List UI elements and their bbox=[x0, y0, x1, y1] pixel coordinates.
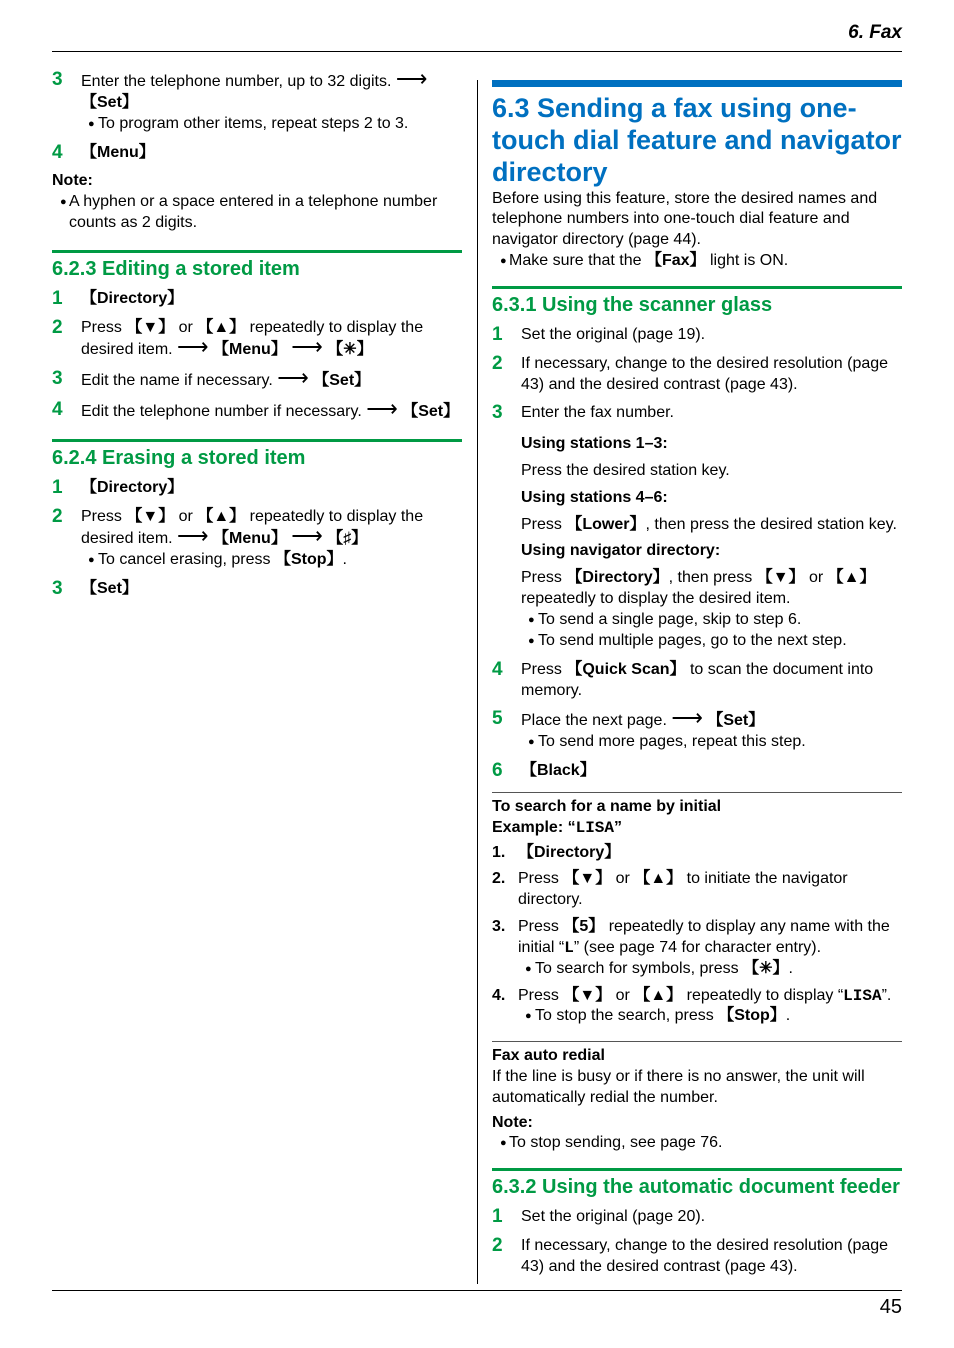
up-key: 【▲】 bbox=[197, 318, 246, 336]
note-text: A hyphen or a space entered in a telephone number counts as 2 digits. bbox=[69, 193, 438, 231]
menu-key: 【Menu】 bbox=[213, 530, 287, 548]
star-key: 【✳】 bbox=[743, 959, 789, 977]
edit-step-3: 3 Edit the name if necessary. ⟶ 【Set】 bbox=[52, 365, 371, 391]
step-number: 2 bbox=[52, 505, 63, 527]
step-number: 3 bbox=[52, 69, 63, 90]
set-key: 【Set】 bbox=[81, 93, 138, 111]
header-rule bbox=[52, 51, 902, 52]
up-key: 【▲】 bbox=[634, 870, 683, 888]
adf-step-2: 2 If necessary, change to the desired resolution (page 43) and the desired contrast (page 43). bbox=[492, 1236, 902, 1278]
scan-step-5: 5 Place the next page. ⟶ 【Set】 ● To send more pages, repeat this step. bbox=[492, 709, 902, 753]
lower-key: 【Lower】 bbox=[566, 515, 646, 533]
down-key: 【▼】 bbox=[126, 507, 175, 525]
down-key: 【▼】 bbox=[563, 986, 612, 1004]
arrow-icon: ⟶ bbox=[366, 395, 398, 421]
right-column bbox=[492, 80, 902, 1286]
section-title-scanner: 6.3.1 Using the scanner glass bbox=[492, 286, 902, 317]
section-title-editing: 6.2.3 Editing a stored item bbox=[52, 250, 462, 281]
five-key: 【5】 bbox=[563, 917, 605, 935]
search-block bbox=[492, 792, 902, 1027]
bullet-icon: ● bbox=[500, 254, 507, 267]
navigator-heading: Using navigator directory: bbox=[521, 542, 721, 560]
up-key: 【▲】 bbox=[634, 986, 683, 1004]
bullet-item: ● Make sure that the 【Fax】 light is ON. bbox=[492, 251, 902, 272]
note-block bbox=[52, 171, 462, 233]
bullet-icon: ● bbox=[88, 117, 95, 130]
step-number: 2 bbox=[52, 316, 63, 338]
quick-scan-key: 【Quick Scan】 bbox=[566, 660, 686, 678]
up-key: 【▲】 bbox=[827, 569, 876, 587]
step-number: 2 bbox=[492, 352, 503, 374]
bullet-icon: ● bbox=[525, 962, 532, 975]
directory-key: 【Directory】 bbox=[566, 569, 669, 587]
bullet-item: ● To send a single page, skip to step 6. bbox=[521, 610, 902, 631]
bullet-item: ● To send more pages, repeat this step. bbox=[521, 732, 902, 753]
up-key: 【▲】 bbox=[197, 507, 246, 525]
bullet-item bbox=[52, 192, 462, 234]
section-title-erasing: 6.2.4 Erasing a stored item bbox=[52, 439, 462, 470]
bullet-item: ● To stop the search, press 【Stop】. bbox=[518, 1006, 902, 1027]
arrow-icon: ⟶ bbox=[291, 334, 323, 360]
intro-text: Before using this feature, store the desired names and telephone numbers into one-touch dial feature and navigator directory (page 44). bbox=[492, 189, 878, 249]
scan-step-1: 1 Set the original (page 19). bbox=[492, 323, 706, 345]
step-number: 1 bbox=[52, 287, 63, 309]
bullet-item: ● To send multiple pages, go to the next step. bbox=[521, 631, 902, 652]
edit-step-1 bbox=[52, 289, 462, 310]
redial-heading: Fax auto redial bbox=[492, 1047, 605, 1065]
search-step-4: 4. Press 【▼】 or 【▲】 repeatedly to display “LISA”. ● To stop the search, press 【Stop】. bbox=[492, 986, 902, 1028]
arrow-icon: ⟶ bbox=[291, 523, 323, 549]
redial-block bbox=[492, 1041, 902, 1154]
set-key: 【Set】 bbox=[707, 712, 765, 730]
column-divider bbox=[477, 80, 478, 1284]
redial-text: If the line is busy or if there is no answer, the unit will automatically redial the number. bbox=[492, 1068, 865, 1106]
stations-4-6-heading: Using stations 4–6: bbox=[521, 488, 668, 506]
bullet-icon: ● bbox=[528, 613, 535, 626]
footer-rule bbox=[52, 1290, 902, 1291]
directory-key: 【Directory】 bbox=[81, 478, 184, 496]
section-title-adf: 6.3.2 Using the automatic document feeder bbox=[492, 1168, 902, 1199]
arrow-icon: ⟶ bbox=[395, 66, 428, 91]
step-3-enter-number bbox=[52, 66, 462, 135]
down-key: 【▼】 bbox=[756, 569, 805, 587]
adf-step-1: 1 Set the original (page 20). bbox=[492, 1206, 706, 1228]
menu-key: 【Menu】 bbox=[213, 341, 287, 359]
search-step-3: 3. Press 【5】 repeatedly to display any name with the initial “L” (see page 74 for character entry). ● To search for symbols, press 【✳】. bbox=[492, 917, 902, 980]
arrow-icon: ⟶ bbox=[177, 523, 209, 549]
step-number: 1 bbox=[492, 323, 503, 345]
title-bar bbox=[492, 80, 902, 87]
arrow-icon: ⟶ bbox=[671, 705, 703, 731]
search-heading: To search for a name by initial bbox=[492, 797, 722, 815]
example-line: Example: “LISA” bbox=[492, 818, 622, 837]
chapter-header: 6. Fax bbox=[848, 22, 902, 43]
erase-step-2: 2 Press 【▼】 or 【▲】 repeatedly to display the desired item. ⟶ 【Menu】 ⟶ 【♯】 ● To cancel erasing, press 【Stop】. bbox=[52, 507, 462, 572]
step-number: 3 bbox=[52, 368, 63, 390]
set-key: 【Set】 bbox=[313, 372, 371, 390]
erase-step-1 bbox=[52, 478, 462, 499]
down-key: 【▼】 bbox=[126, 318, 175, 336]
bullet-icon: ● bbox=[528, 634, 535, 647]
left-column bbox=[52, 66, 462, 608]
scan-step-3: 3 Enter the fax number. Using stations 1–3: Press the desired station key. Using stations 4–6: Press 【Lower】, then press the desired station key. Using navigator directory: Press 【Directory】, then press 【▼】 or 【▲】 repeatedly to display the desired item. ● To send a single page, skip to step 6. ● To send multiple pages, go to the next step. bbox=[492, 403, 902, 651]
bullet-icon: ● bbox=[525, 1010, 532, 1023]
note-label: Note: bbox=[492, 1113, 533, 1131]
edit-step-2: 2 Press 【▼】 or 【▲】 repeatedly to display the desired item. ⟶ 【Menu】 ⟶ 【✳】 bbox=[52, 316, 424, 360]
step-number: 1 bbox=[492, 1206, 503, 1228]
star-key: 【✳】 bbox=[327, 341, 373, 359]
set-key: 【Set】 bbox=[81, 580, 138, 598]
step-number: 5 bbox=[492, 708, 503, 730]
bullet-item: ● To cancel erasing, press 【Stop】. bbox=[81, 550, 462, 571]
arrow-icon: ⟶ bbox=[177, 334, 209, 360]
bullet-icon: ● bbox=[60, 196, 67, 209]
stop-key: 【Stop】 bbox=[274, 551, 343, 569]
bullet-item: ● To search for symbols, press 【✳】. bbox=[518, 959, 902, 980]
bullet-icon: ● bbox=[88, 554, 95, 567]
step-text: Enter the telephone number, up to 32 digits. bbox=[81, 73, 392, 90]
bullet-icon: ● bbox=[528, 736, 535, 749]
down-key: 【▼】 bbox=[563, 870, 612, 888]
edit-step-4: 4 Edit the telephone number if necessary. ⟶ 【Set】 bbox=[52, 395, 460, 421]
scan-step-4: 4 Press 【Quick Scan】 to scan the document into memory. bbox=[492, 660, 902, 702]
directory-key: 【Directory】 bbox=[518, 843, 621, 861]
set-key: 【Set】 bbox=[402, 402, 460, 420]
step-number: 4 bbox=[492, 658, 503, 680]
menu-key: 【Menu】 bbox=[81, 143, 155, 161]
directory-key: 【Directory】 bbox=[81, 289, 184, 307]
scan-step-2: 2 If necessary, change to the desired resolution (page 43) and the desired contrast (page 43). bbox=[492, 354, 902, 396]
step-number: 3 bbox=[52, 578, 63, 600]
step-number: 3 bbox=[492, 402, 503, 424]
bullet-item: ● To stop sending, see page 76. bbox=[492, 1133, 902, 1154]
hash-key: 【♯】 bbox=[327, 530, 368, 548]
step-number: 2 bbox=[492, 1235, 503, 1257]
step-number: 1 bbox=[52, 476, 63, 498]
search-step-1: 1. 【Directory】 bbox=[492, 843, 621, 861]
step-number: 4 bbox=[52, 398, 63, 420]
arrow-icon: ⟶ bbox=[277, 365, 309, 391]
stop-key: 【Stop】 bbox=[718, 1007, 786, 1025]
erase-step-3 bbox=[52, 579, 462, 600]
step-number: 6 bbox=[492, 760, 503, 782]
stations-1-3-heading: Using stations 1–3: bbox=[521, 435, 668, 453]
search-step-2: 2. Press 【▼】 or 【▲】 to initiate the navigator directory. bbox=[492, 870, 848, 909]
page-number: 45 bbox=[879, 1296, 902, 1318]
bullet-icon: ● bbox=[500, 1137, 507, 1150]
step-number: 4 bbox=[52, 141, 63, 163]
bullet-item: ● To program other items, repeat steps 2 to 3. bbox=[81, 114, 462, 135]
fax-key: 【Fax】 bbox=[645, 251, 706, 269]
scan-step-6 bbox=[492, 761, 902, 782]
main-title: 6.3 Sending a fax using one-touch dial feature and navigator directory bbox=[492, 93, 902, 187]
note-label: Note: bbox=[52, 172, 93, 190]
black-key: 【Black】 bbox=[521, 762, 596, 780]
step-4-menu bbox=[52, 143, 462, 164]
